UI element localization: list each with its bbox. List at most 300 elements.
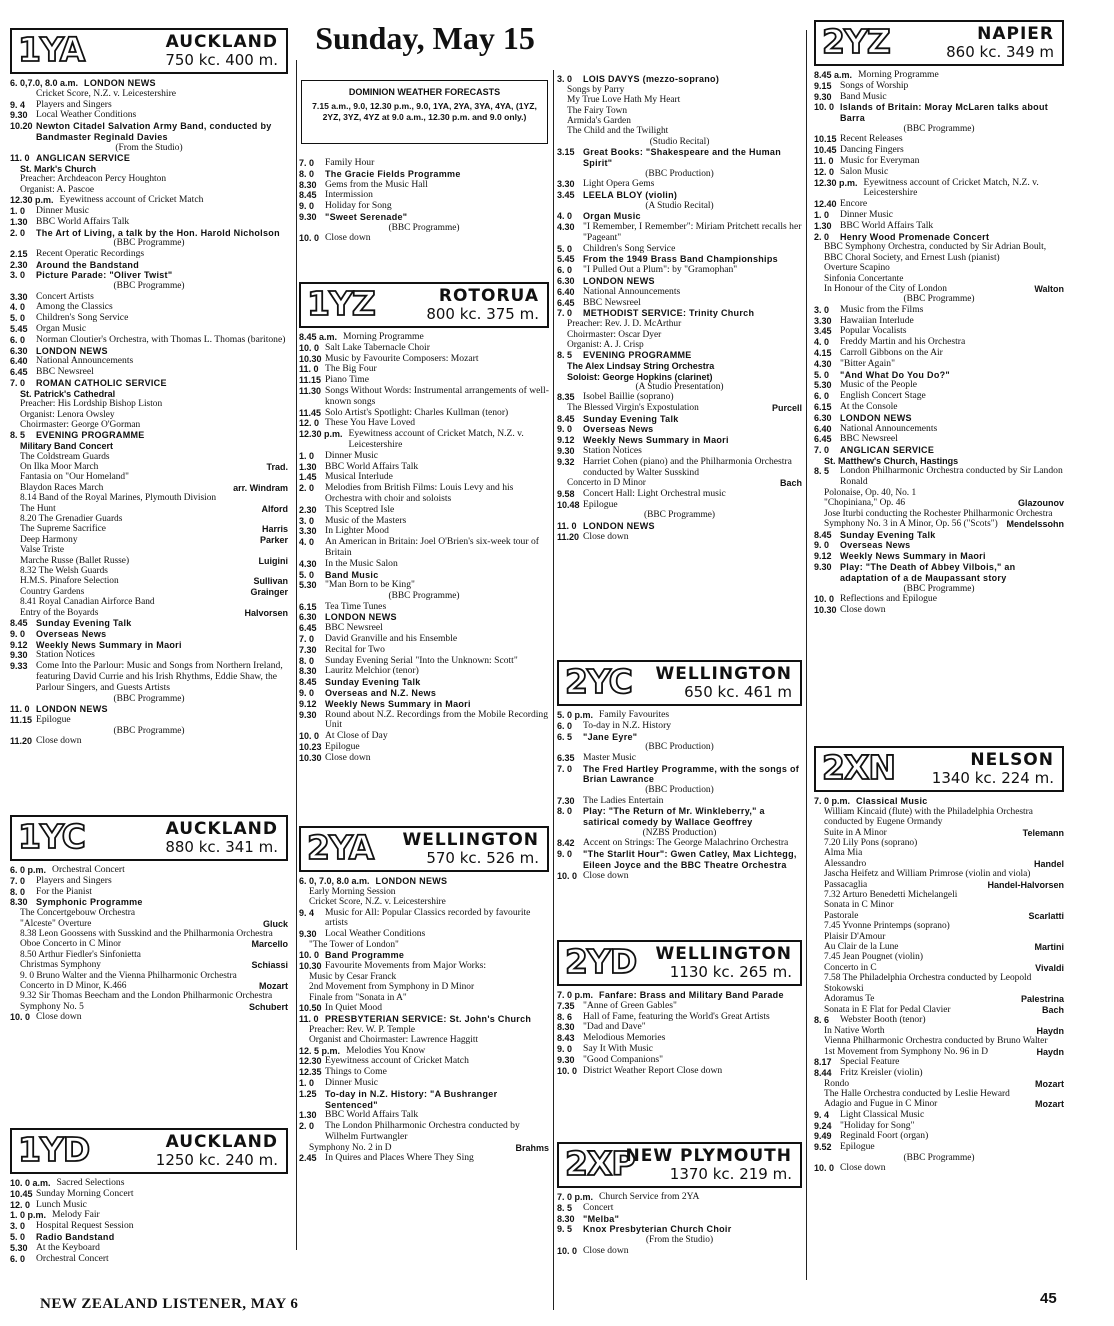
programme-entry [299,343,549,354]
programme-title: Encore [840,198,868,210]
station-frequency: 1130 kc. 265 m. [669,963,792,981]
programme-time: 8.45 [814,529,832,540]
programme-time: 6. 0 p.m. [10,865,47,875]
programme-title: Dancing Fingers [840,144,904,156]
composer: Vivaldi [1035,962,1064,973]
programme-entry [10,715,288,726]
programme-entry [10,629,288,640]
programme-time: 8.45 [10,618,28,629]
programme-entry [299,961,549,972]
programme-time: 5.45 [10,323,28,334]
programme-detail: 8.41 Royal Canadian Airforce Band [20,597,155,608]
programme-time: 9.30 [814,91,832,102]
programme-title: Close down [840,603,886,615]
programme-detail: Music by Cesar Franck [309,972,397,982]
programme-title: To-day in N.Z. History: "A Bushranger Sentenced" [325,1088,498,1110]
programme-time: 6. 0, 7.0, 8.0 a.m. [299,876,370,886]
programme-title: In Quiet Mood [325,1002,383,1014]
programme-time: 2. 0 [814,231,830,242]
programme-time: 11.15 [10,714,33,725]
programme-detail: Schubert Symphony No. 5 [20,1001,288,1012]
programme-entry [557,753,802,764]
programme-title: Organ Music [36,322,87,334]
station-header [557,940,802,986]
programme-entry [299,537,549,559]
composer: Purcell [771,403,802,414]
programme-continued [557,74,802,542]
programme-time: 9. 0 [299,201,315,212]
programme-time: 9.12 [557,435,575,446]
programme-time: 2.30 [10,259,28,270]
programme-entry [10,430,288,441]
programme-time: 10.30 [299,752,322,763]
programme-time: 12. 5 p.m. [299,1045,341,1056]
programme-title: Eyewitness account of Cricket Match [59,194,204,206]
programme-entry [10,89,288,100]
programme-entry [299,201,549,212]
programme-time: 10.15 [814,134,837,145]
programme-time: 10. 0 a.m. [10,1178,51,1188]
station-header [814,746,1064,792]
programme-entry [814,232,1064,243]
station-frequency: 750 kc. 400 m. [165,51,278,69]
composer: Luigini [258,555,288,566]
programme-time: 1.25 [299,1088,317,1099]
programme-time: 12.30 p.m. [814,177,858,188]
programme-time: 6. 0 [10,1253,26,1264]
composer: Handel-Halvorsen [987,879,1064,890]
programme-entry [299,1003,549,1014]
programme-time: 8.42 [557,838,575,849]
programme-entry [10,378,288,389]
programme-title: Round about N.Z. Recordings from the Mobile Recording Unit [325,708,549,731]
call-sign: 2YD [565,942,637,981]
programme-title: Local Weather Conditions [325,928,426,940]
programme-time: 5.30 [10,1242,28,1253]
programme-title: For the Pianist [36,885,92,897]
programme-entry [299,483,549,505]
programme-title: ANGLICAN SERVICE [840,445,935,456]
station-header [10,28,288,74]
programme-title: LONDON NEWS [375,876,448,886]
programme-title: These You Have Loved [325,417,416,429]
programme-detail: The Child and the Twilight [567,126,669,137]
programme-title: Islands of Britain: Moray McLaren talks about Barra [840,102,1049,124]
programme-time: 6.40 [10,356,28,367]
programme-time: 2.30 [299,504,317,515]
programme-detail: 8.38 Leon Goossens with Susskind and the Philharmonia Orchestra [20,929,273,939]
programme-title: BBC World Affairs Talk [325,1109,419,1121]
programme-time: 5.30 [299,580,317,591]
programme-time: 3.15 [557,147,575,158]
programme-time: 2. 0 [299,483,315,494]
programme-detail: 9.32 Sir Thomas Beecham and the London Philharmonic Orchestra [20,991,273,1002]
programme-time: 5. 0 [10,1231,26,1242]
programme-entry [299,677,549,688]
station-city: NEW PLYMOUTH [625,1146,792,1166]
programme-list [557,74,802,542]
programme-time: 9. 0 [10,628,26,639]
programme-detail: 7.20 Lily Pons (soprano) [824,838,918,849]
programme-entry [299,233,549,244]
programme-title: Melody Fair [52,1209,100,1221]
programme-title: Sunday Evening Serial "Into the Unknown: Scott" [325,654,518,666]
programme-list [10,1178,288,1264]
programme-continued [299,158,549,244]
programme-time: 6.30 [299,612,317,623]
programme-title: Light Classical Music [840,1108,925,1120]
programme-entry [10,367,288,378]
programme-time: 2. 0 [10,227,26,238]
programme-time: 7. 0 p.m. [814,796,851,806]
programme-time: 4. 0 [10,302,26,313]
programme-title: Play: "The Return of Mr. Winkleberry," a satirical comedy by Wallace Geoffrey [583,806,765,828]
programme-detail: Organist: Lenora Owsley [20,409,115,420]
programme-entry [557,764,802,786]
programme-time: 6.30 [10,345,28,356]
programme-title: Music for Everyman [840,154,920,166]
programme-entry [299,1089,549,1111]
programme-time: 8. 5 [557,350,573,361]
programme-entry [814,92,1064,103]
programme-entry [10,335,288,346]
programme-time: 6.40 [814,423,832,434]
station-header [299,826,549,872]
programme-title: BBC Newsreel [583,296,641,308]
programme-detail: St. Mark's Church [20,163,97,174]
programme-detail: Grainger Country Gardens [20,586,288,597]
programme-detail: Harris The Supreme Sacrifice [20,524,288,535]
programme-time: 10.45 [814,145,837,156]
station-header [10,1128,288,1174]
programme-title: The Fred Hartley Programme, with the songs of Brian Lawrance [583,763,800,785]
programme-entry [299,908,549,930]
programme-time: 7. 0 [299,633,315,644]
programme-title: Salon Music [840,165,889,177]
programme-title: Intermission [325,189,373,201]
programme-title: English Concert Stage [840,390,926,402]
programme-title: Dinner Music [840,208,894,220]
programme-entry [299,580,549,591]
programme-time: 9.30 [299,929,317,940]
programme-title: At the Keyboard [36,1241,100,1253]
programme-title: Close down [36,1011,82,1023]
programme-time: 6.15 [814,401,832,412]
programme-time: 10.30 [299,961,322,972]
programme-title: "The Starlit Hour": Gwen Catley, Max Lichtegg, Eileen Joyce and the BBC Theatre Orchestra [583,849,797,870]
programme-title: Weekly News Summary in Maori [325,698,471,709]
station-frequency: 1370 kc. 219 m. [669,1165,792,1183]
station-header [557,1142,802,1188]
programme-entry [557,1066,802,1077]
programme-entry [10,618,288,629]
programme-title: National Announcements [36,355,134,367]
composer: Alford [261,503,288,514]
programme-time: 10.30 [814,604,837,615]
programme-credit: (BBC Programme) [903,123,975,134]
programme-title: Close down [36,735,82,747]
composer: Haydn [1036,1025,1064,1036]
programme-detail: Jascha Heifetz and William Primrose (violin and viola) [824,869,1031,880]
station-city: ROTORUA [438,286,539,306]
programme-detail: Gluck "Alceste" Overture [20,918,288,929]
programme-title: Overseas News [840,540,911,551]
programme-entry [299,753,549,764]
programme-title: "And What Do You Do?" [840,369,950,380]
programme-detail: Overture Scapino [824,263,890,274]
programme-time: 5.45 [557,254,575,265]
programme-detail: The Fairy Town [567,105,628,116]
composer: arr. Windram [233,482,288,493]
programme-entry [814,81,1064,92]
programme-entry [557,457,802,479]
programme-detail: Choirmaster: George O'Gorman [20,419,141,430]
programme-entry [10,249,288,260]
programme-title: Organ Music [583,211,641,222]
programme-time: 10.30 [299,353,322,364]
programme-title: Accent on Strings: The George Malachrino Orchestra [583,837,789,849]
programme-time: 3. 0 [557,74,573,84]
programme-entry [557,1203,802,1214]
programme-time: 9. 4 [10,99,26,110]
programme-entry [814,1068,1064,1079]
programme-entry [557,190,802,201]
programme-title: Come Into the Parlour: Music and Songs from Northern Ireland, featuring David Currie and his Irish Rhythms, Eddie Shaw, the Parlour Singers, and Guests Artists [36,660,283,693]
call-sign: 1YA [18,30,85,69]
programme-time: 11. 0 [299,1014,319,1025]
programme-time: 10.23 [299,741,322,752]
programme-entry [557,1214,802,1225]
programme-detail: Glazounov "Chopiniana," Op. 46 [824,498,1064,509]
programme-entry [557,871,802,882]
programme-time: 3.30 [10,291,28,302]
programme-detail: Purcell The Blessed Virgin's Expostulation [567,403,802,414]
programme-title: Band Programme [325,950,405,961]
programme-time: 10. 0 [557,870,578,881]
programme-time: 4.30 [814,358,832,369]
programme-time: 6.40 [557,286,575,297]
programme-entry [557,265,802,276]
programme-entry [299,429,549,451]
programme-title: Say It With Music [583,1042,654,1054]
programme-entry [10,897,288,908]
call-sign: 1YZ [307,284,375,323]
programme-detail: 7.32 Arturo Benedetti Michelangeli [824,890,958,901]
station-1yc [10,815,288,1023]
programme-time: 11. 0 [10,153,30,164]
programme-title: Sunday Morning Concert [36,1187,134,1199]
programme-time: 4.15 [814,347,832,358]
call-sign: 1YC [18,817,85,856]
programme-title: The Art of Living, a talk by the Hon. Harold Nicholson [36,227,280,238]
programme-title: Epilogue [36,713,71,725]
programme-time: 10. 0 [814,1163,835,1174]
programme-time: 4.30 [557,222,575,233]
programme-title: Sunday Evening Talk [840,529,936,540]
composer: Palestrina [1020,994,1064,1005]
programme-entry [814,1110,1064,1121]
programme-title: "Melba" [583,1213,620,1224]
programme-credit: (BBC Programme) [113,693,185,704]
station-2xn [814,746,1064,1174]
weather-title: DOMINION WEATHER FORECASTS [348,87,501,97]
programme-time: 1.30 [299,1110,317,1121]
call-sign: 2YC [565,662,632,701]
programme-title: Lauritz Melchior (tenor) [325,665,419,677]
programme-title: Close down [583,1244,629,1256]
programme-detail: The Coldstream Guards [20,451,110,462]
programme-entry [557,424,802,435]
programme-entry [557,500,802,511]
station-header [814,20,1064,66]
programme-time: 11. 0 [10,704,30,715]
programme-entry [814,102,1064,124]
programme-credit: (BBC Programme) [643,510,716,521]
programme-entry [10,1254,288,1265]
programme-detail: St. Matthew's Church, Hastings [824,455,959,466]
programme-credit: (Studio Recital) [649,136,710,147]
programme-title: National Announcements [840,422,938,434]
programme-entry [814,402,1064,413]
programme-title: LONDON NEWS [36,345,108,356]
programme-time: 6.30 [814,412,832,423]
programme-title: "Anne of Green Gables" [583,999,677,1011]
programme-time: 1. 0 [10,206,26,216]
programme-entry [557,414,802,425]
programme-entry [557,74,802,85]
programme-credit: (A Studio Presentation) [635,382,724,393]
programme-title: Music of the Masters [325,514,407,526]
programme-entry [299,876,549,887]
programme-time: 6. 5 [557,731,573,742]
programme-time: 7. 0 p.m. [557,1192,594,1202]
programme-title: Children's Song Service [36,312,129,324]
programme-title: The London Philharmonic Orchestra conducted by Wilhelm Furtwangler [325,1120,520,1142]
programme-time: 6.45 [814,434,832,445]
programme-time: 5. 0 [814,369,830,380]
programme-entry [299,1153,549,1164]
programme-entry [299,645,549,656]
programme-title: Station Notices [583,445,642,457]
programme-time: 11. 0 [814,155,834,166]
programme-detail: Sonata in C Minor [824,900,894,911]
programme-detail: arr. Windram Blaydon Races March [20,482,288,493]
programme-detail: Haydn 1st Movement from Symphony No. 96 in D [824,1046,1064,1057]
programme-entry [814,466,1064,488]
programme-title: In the Music Salon [325,557,398,569]
programme-time: 7. 0 [10,875,26,886]
programme-time: 5.30 [814,380,832,391]
programme-title: Fritz Kreisler (violin) [840,1066,923,1078]
programme-title: Family Hour [325,157,375,168]
programme-title: Epilogue [583,498,618,510]
programme-credit: (BBC Production) [645,168,714,179]
programme-entry [299,158,549,169]
programme-detail: Organist: A. J. Crisp [567,340,644,351]
programme-title: Holiday for Song [325,200,392,212]
programme-detail: Trad. On Ilka Moor March [20,462,288,472]
programme-time: 8.30 [10,897,28,908]
programme-time: 1. 0 [299,1078,315,1089]
programme-time: 9. 0 [557,849,573,860]
programme-time: 11.45 [299,407,322,418]
programme-title: Reflections and Epilogue [840,592,937,604]
programme-entry [299,699,549,710]
programme-title: Orchestral Concert [36,1252,109,1264]
programme-entry [10,153,288,164]
programme-title: Recital for Two [325,643,385,655]
programme-time: 11.20 [10,736,33,747]
composer: Schubert [248,1001,288,1012]
programme-list [814,70,1064,616]
composer: Bach [779,478,802,489]
programme-time: 9. 4 [299,907,315,918]
programme-entry [557,532,802,543]
programme-title: Recent Operatic Recordings [36,247,145,259]
programme-time: 5. 0 [299,569,315,580]
programme-title: Dinner Music [325,449,379,461]
programme-time: 4. 0 [299,537,315,548]
programme-time: 3.30 [814,315,832,326]
programme-time: 4.30 [299,558,317,569]
programme-title: Henry Wood Promenade Concert [840,231,990,242]
programme-title: National Announcements [583,285,681,297]
programme-time: 8.45 a.m. [299,332,338,342]
programme-entry [557,1055,802,1066]
programme-time: 7. 0 [299,158,315,168]
programme-time: 1.30 [814,220,832,231]
programme-detail: 8.32 The Welsh Guards [20,566,108,577]
programme-title: Solo Artist's Spotlight: Charles Kullman (tenor) [325,406,509,418]
programme-detail: William Kincaid (flute) with the Philadelphia Orchestra conducted by Eugene Ormandy [824,806,1033,828]
programme-title: Family Favourites [599,709,670,720]
programme-title: LONDON NEWS [325,612,397,623]
programme-time: 7. 0 [814,445,830,456]
programme-entry [10,876,288,887]
programme-detail: Preacher: Rev. W. P. Temple [309,1024,416,1035]
programme-title: David Granville and his Ensemble [325,632,458,644]
programme-title: Hawaiian Interlude [840,314,914,326]
programme-time: 10. 0 [814,102,835,113]
programme-title: Close down [840,1162,886,1174]
programme-time: 3.45 [557,190,575,201]
programme-time: 6.15 [299,601,317,612]
programme-title: "Bitter Again" [840,357,895,369]
programme-detail: Preacher: His Lordship Bishop Liston [20,399,163,410]
programme-detail: Telemann Suite in A Minor [824,827,1064,838]
programme-time: 3.30 [299,526,317,537]
station-2yd [557,940,802,1076]
programme-entry [814,305,1064,316]
programme-title: PRESBYTERIAN SERVICE: St. John's Church [325,1014,532,1025]
programme-time: 9. 0 [557,1043,573,1054]
programme-entry [299,710,549,732]
programme-title: At Close of Day [325,730,388,742]
programme-entry [557,392,802,403]
composer: Halvorsen [244,607,288,618]
programme-title: Overseas News [583,424,654,435]
programme-credit: (BBC Programme) [903,1152,975,1163]
programme-time: 4. 0 [814,337,830,348]
programme-title: Dinner Music [325,1077,379,1089]
programme-time: 8.30 [299,179,317,190]
station-2yc [557,660,802,882]
programme-time: 5. 0 [557,243,573,254]
programme-list [557,710,802,882]
programme-detail: Choirmaster: Oscar Dyer [567,329,662,340]
programme-credit: (BBC Production) [645,742,714,753]
programme-entry [299,451,549,462]
